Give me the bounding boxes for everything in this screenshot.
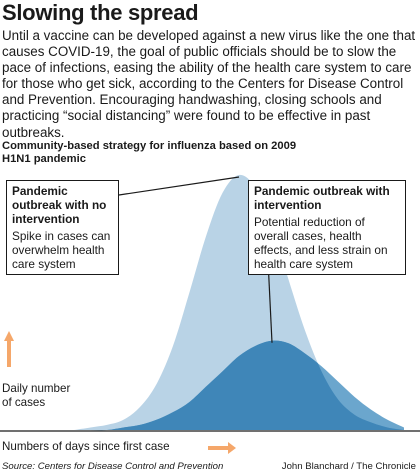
callout-intervention	[248, 180, 406, 275]
callout-no-intervention-heading: Pandemic outbreak with no intervention	[12, 184, 107, 226]
callout-no-intervention	[6, 180, 119, 275]
chart-title: Community-based strategy for influenza based on 2009 H1N1 pandemic	[2, 140, 297, 166]
page-title: Slowing the spread	[2, 0, 199, 25]
y-axis-arrow	[4, 331, 14, 367]
callout-intervention-heading: Pandemic outbreak with intervention	[254, 184, 390, 212]
pointer-no-intervention	[119, 177, 239, 195]
callout-no-intervention-text: Spike in cases can overwhelm health care system	[12, 229, 111, 271]
credit-line: John Blanchard / The Chronicle	[281, 461, 416, 472]
x-axis-arrow	[208, 442, 236, 454]
source-note: Source: Centers for Disease Control and Prevention	[2, 461, 224, 472]
intro-paragraph: Until a vaccine can be developed against a new virus like the one that causes COVID-19, the goal of public officials should be to slow the pace of infections, easing the ability of the health care system to care for those who get sick, according to the Centers for Disease Control and Prevention. Encouraging handwashing, closing schools and practicing “social distancing” were found to be effective in past outbreaks.	[2, 28, 416, 140]
x-axis-label: Numbers of days since first case	[2, 440, 170, 453]
y-axis-label: Daily number of cases	[2, 382, 71, 409]
callout-intervention-text: Potential reduction of overall cases, health effects, and less strain on health care system	[254, 215, 388, 271]
